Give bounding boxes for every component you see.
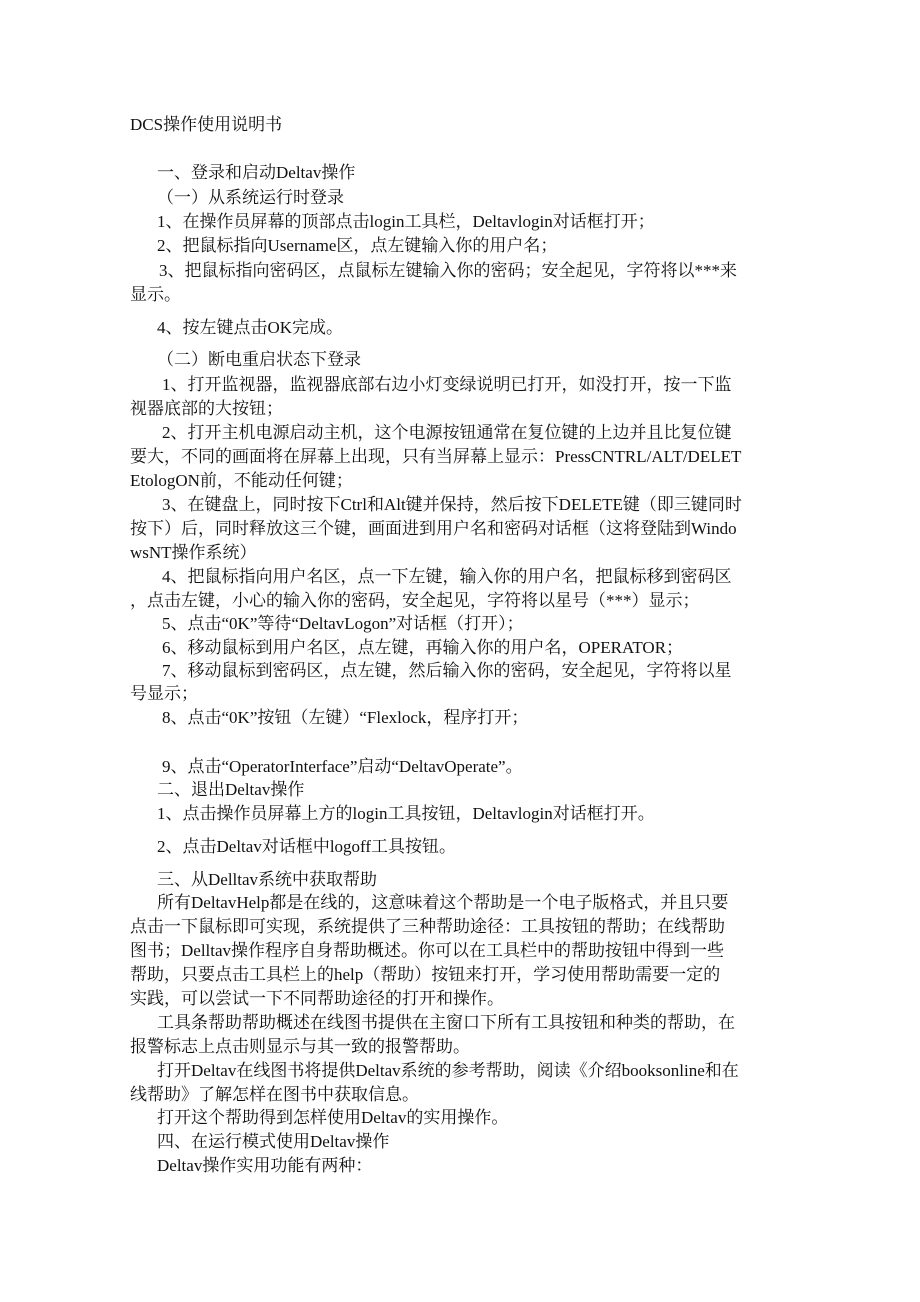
text-line: 号显示；: [130, 684, 198, 703]
text-line: 2、打开主机电源启动主机，这个电源按钮通常在复位键的上边并且比复位键: [162, 423, 732, 442]
text-line: 5、点击“0K”等待“DeltavLogon”对话框（打开）；: [162, 614, 524, 633]
text-line: 4、按左键点击OK完成。: [157, 318, 344, 337]
text-line: 按下）后，同时释放这三个键，画面进到用户名和密码对话框（这将登陆到Windo: [130, 519, 737, 538]
text-line: 帮助，只要点击工具栏上的help（帮助）按钮来打开，学习使用帮助需要一定的: [130, 965, 721, 984]
text-line: 8、点击“0K”按钮（左键）“Flexlock，程序打开；: [162, 708, 529, 727]
text-line: 图书；Delltav操作程序自身帮助概述。你可以在工具栏中的帮助按钮中得到一些: [130, 941, 725, 960]
text-line: 打开这个帮助得到怎样使用Deltav的实用操作。: [157, 1108, 509, 1127]
text-line: wsNT操作系统）: [130, 543, 257, 562]
text-line: 视器底部的大按钮；: [130, 399, 283, 418]
text-line: 三、从Delltav系统中获取帮助: [157, 870, 378, 889]
text-line: 报警标志上点击则显示与其一致的报警帮助。: [130, 1037, 470, 1056]
text-line: （一）从系统运行时登录: [157, 188, 344, 207]
text-line: 点击一下鼠标即可实现，系统提供了三种帮助途径：工具按钮的帮助；在线帮助: [130, 917, 725, 936]
text-line: 实践，可以尝试一下不同帮助途径的打开和操作。: [130, 989, 504, 1008]
text-line: 2、点击Deltav对话框中logoff工具按钮。: [157, 837, 457, 856]
text-line: EtologON前，不能动任何键；: [130, 471, 353, 490]
text-line: 2、把鼠标指向Username区，点左键输入你的用户名；: [157, 236, 558, 255]
text-line: 1、点击操作员屏幕上方的login工具按钮，Deltavlogin对话框打开。: [157, 804, 655, 823]
text-line: 所有DeltavHelp都是在线的，这意味着这个帮助是一个电子版格式，并且只要: [157, 893, 729, 912]
text-line: 1、打开监视器，监视器底部右边小灯变绿说明已打开，如没打开，按一下监: [162, 375, 732, 394]
text-line: 3、在键盘上，同时按下Ctrl和Alt键并保持，然后按下DELETE键（即三键同时: [162, 495, 742, 514]
text-line: 9、点击“OperatorInterface”启动“DeltavOperate”。: [162, 757, 523, 776]
text-line: 工具条帮助帮助概述在线图书提供在主窗口下所有工具按钮和种类的帮助，在: [157, 1013, 735, 1032]
text-line: 7、移动鼠标到密码区，点左键，然后输入你的密码，安全起见，字符将以星: [162, 661, 732, 680]
text-line: ，点击左键，小心的输入你的密码，安全起见，字符将以星号（***）显示；: [130, 591, 700, 610]
text-line: 6、移动鼠标到用户名区，点左键，再输入你的用户名，OPERATOR；: [162, 638, 684, 657]
text-line: 4、把鼠标指向用户名区，点一下左键，输入你的用户名，把鼠标移到密码区: [162, 567, 732, 586]
text-line: 打开Deltav在线图书将提供Deltav系统的参考帮助，阅读《介绍booksonline和在: [157, 1061, 739, 1080]
document-title: DCS操作使用说明书: [130, 115, 283, 134]
text-line: 一、登录和启动Deltav操作: [157, 163, 356, 182]
text-line: 二、退出Deltav操作: [157, 780, 305, 799]
text-line: 1、在操作员屏幕的顶部点击login工具栏，Deltavlogin对话框打开；: [157, 212, 655, 231]
text-line: 线帮助》了解怎样在图书中获取信息。: [130, 1085, 419, 1104]
text-line: 3、把鼠标指向密码区，点鼠标左键输入你的密码；安全起见，字符将以***来: [159, 261, 737, 280]
text-line: 四、在运行模式使用Deltav操作: [157, 1132, 390, 1151]
text-line: 要大，不同的画面将在屏幕上出现，只有当屏幕上显示：PressCNTRL/ALT/DELET: [130, 447, 742, 466]
text-line: Deltav操作实用功能有两种：: [157, 1156, 373, 1175]
text-line: 显示。: [130, 285, 181, 304]
text-line: （二）断电重启状态下登录: [157, 350, 361, 369]
